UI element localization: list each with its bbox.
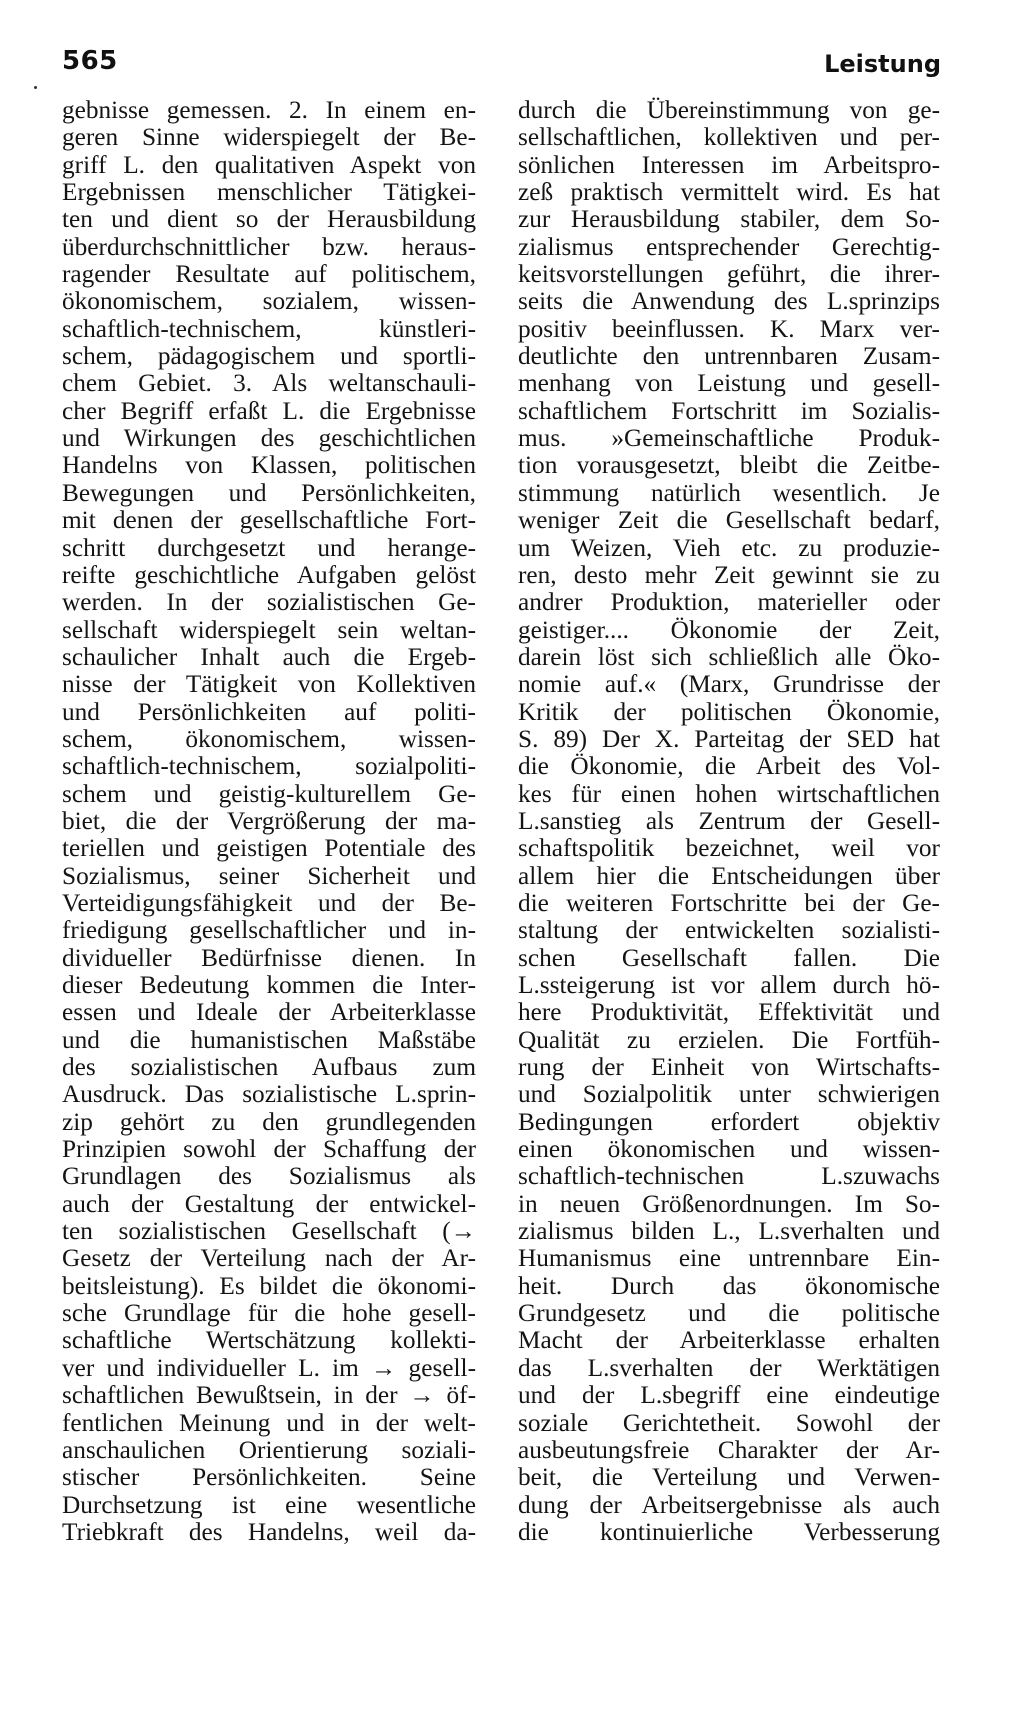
text-line: soziale Gerichtetheit. Sowohl der <box>518 1409 940 1437</box>
text-line: schaftlichem Fortschritt im Sozialis- <box>518 397 940 425</box>
text-line: beit, die Verteilung und Verwen- <box>518 1464 940 1492</box>
text-line: allem hier die Entscheidungen über <box>518 862 940 890</box>
text-line: mus. »Gemeinschaftliche Produk- <box>518 425 940 453</box>
text-line: schaftlich-technischen L.szuwachs <box>518 1163 940 1191</box>
text-line: auch der Gestaltung der entwickel- <box>62 1190 476 1218</box>
text-line: Bedingungen erfordert objektiv <box>518 1108 940 1136</box>
text-line: die Ökonomie, die Arbeit des Vol- <box>518 753 940 781</box>
text-line: fentlichen Meinung und in der welt- <box>62 1409 476 1437</box>
text-line: ten sozialistischen Gesellschaft (→ <box>62 1218 476 1246</box>
text-line: schen Gesellschaft fallen. Die <box>518 944 940 972</box>
text-line: schem und geistig-kulturellem Ge- <box>62 780 476 808</box>
text-line: stischer Persönlichkeiten. Seine <box>62 1464 476 1492</box>
text-line: here Produktivität, Effektivität und <box>518 999 940 1027</box>
text-line: ren, desto mehr Zeit gewinnt sie zu <box>518 561 940 589</box>
text-line: Verteidigungsfähigkeit und der Be- <box>62 889 476 917</box>
text-line: stimmung natürlich wesentlich. Je <box>518 479 940 507</box>
text-line: schem, ökonomischem, wissen- <box>62 725 476 753</box>
text-line: Prinzipien sowohl der Schaffung der <box>62 1136 476 1164</box>
text-line: ragender Resultate auf politischem, <box>62 261 476 289</box>
text-line: schaulicher Inhalt auch die Ergeb- <box>62 643 476 671</box>
text-line: darein löst sich schließlich alle Öko- <box>518 643 940 671</box>
text-line: gebnisse gemessen. 2. In einem en- <box>62 97 476 124</box>
text-line: L.ssteigerung ist vor allem durch hö- <box>518 972 940 999</box>
text-line: seits die Anwendung des L.sprinzips <box>518 288 940 316</box>
page-number: 565 <box>62 46 118 76</box>
text-line: zialismus entsprechender Gerechtig- <box>518 233 940 261</box>
text-line: essen und Ideale der Arbeiterklasse <box>62 999 476 1027</box>
text-line: um Weizen, Vieh etc. zu produzie- <box>518 534 940 562</box>
running-head: Leistung <box>824 50 941 78</box>
text-line: Ergebnissen menschlicher Tätigkei- <box>62 179 476 207</box>
text-line: keitsvorstellungen geführt, die ihrer- <box>518 261 940 289</box>
text-line: zip gehört zu den grundlegenden <box>62 1108 476 1136</box>
text-line: ökonomischem, sozialem, wissen- <box>62 288 476 316</box>
print-speck <box>34 86 37 89</box>
text-line: schaftlich-technischem, sozialpoliti- <box>62 753 476 781</box>
text-line: friedigung gesellschaftlicher und in- <box>62 917 476 945</box>
text-line: zeß praktisch vermittelt wird. Es hat <box>518 179 940 207</box>
text-line: Durchsetzung ist eine wesentliche <box>62 1491 476 1519</box>
text-line: Sozialismus, seiner Sicherheit und <box>62 862 476 890</box>
text-line: mit denen der gesellschaftliche Fort- <box>62 507 476 535</box>
text-line: rung der Einheit von Wirtschafts- <box>518 1054 940 1082</box>
text-line: Ausdruck. Das sozialistische L.sprin- <box>62 1081 476 1109</box>
text-line: kes für einen hohen wirtschaftlichen <box>518 780 940 808</box>
text-line: sche Grundlage für die hohe gesell- <box>62 1300 476 1328</box>
text-line: sönlichen Interessen im Arbeitspro- <box>518 151 940 179</box>
text-line: Handelns von Klassen, politischen <box>62 452 476 480</box>
text-line: schaftspolitik bezeichnet, weil vor <box>518 835 940 863</box>
text-line: S. 89) Der X. Parteitag der SED hat <box>518 725 940 753</box>
text-line: dieser Bedeutung kommen die Inter- <box>62 972 476 999</box>
text-line: Macht der Arbeiterklasse erhalten <box>518 1327 940 1355</box>
text-line: schritt durchgesetzt und herange- <box>62 534 476 562</box>
left-text-column <box>62 97 476 1546</box>
text-line: dividueller Bedürfnisse dienen. In <box>62 944 476 972</box>
text-line: schaftlichen Bewußtsein, in der → öf- <box>62 1382 476 1410</box>
text-line: menhang von Leistung und gesell- <box>518 370 940 398</box>
text-line: geistiger.... Ökonomie der Zeit, <box>518 616 940 644</box>
text-line: Grundlagen des Sozialismus als <box>62 1163 476 1191</box>
text-line: cher Begriff erfaßt L. die Ergebnisse <box>62 397 476 425</box>
text-line: des sozialistischen Aufbaus zum <box>62 1054 476 1082</box>
text-line: heit. Durch das ökonomische <box>518 1272 940 1300</box>
text-line: deutlichte den untrennbaren Zusam- <box>518 343 940 371</box>
text-line: chem Gebiet. 3. Als weltanschauli- <box>62 370 476 398</box>
text-line: Qualität zu erzielen. Die Fortfüh- <box>518 1026 940 1054</box>
text-line: ten und dient so der Herausbildung <box>62 206 476 234</box>
text-line: und der L.sbegriff eine eindeutige <box>518 1382 940 1410</box>
text-line: sellschaft widerspiegelt sein weltan- <box>62 616 476 644</box>
text-line: Grundgesetz und die politische <box>518 1300 940 1328</box>
text-line: Humanismus eine untrennbare Ein- <box>518 1245 940 1273</box>
text-line: geren Sinne widerspiegelt der Be- <box>62 124 476 152</box>
text-line: beitsleistung). Es bildet die ökonomi- <box>62 1272 476 1300</box>
text-line: ver und individueller L. im → gesell- <box>62 1354 476 1382</box>
text-line: durch die Übereinstimmung von ge- <box>518 97 940 124</box>
text-line: griff L. den qualitativen Aspekt von <box>62 151 476 179</box>
text-line: dung der Arbeitsergebnisse als auch <box>518 1491 940 1519</box>
text-line: zialismus bilden L., L.sverhalten und <box>518 1218 940 1246</box>
text-line: Kritik der politischen Ökonomie, <box>518 698 940 726</box>
text-line: teriellen und geistigen Potentiale des <box>62 835 476 863</box>
text-line: schaftlich-technischem, künstleri- <box>62 315 476 343</box>
text-line: sellschaftlichen, kollektiven und per- <box>518 124 940 152</box>
text-line: Triebkraft des Handelns, weil da- <box>62 1518 476 1546</box>
text-line: anschaulichen Orientierung soziali- <box>62 1436 476 1464</box>
text-line: biet, die der Vergrößerung der ma- <box>62 807 476 835</box>
text-line: Bewegungen und Persönlichkeiten, <box>62 479 476 507</box>
text-line: in neuen Größenordnungen. Im So- <box>518 1190 940 1218</box>
text-line: weniger Zeit die Gesellschaft bedarf, <box>518 507 940 535</box>
text-line: und Persönlichkeiten auf politi- <box>62 698 476 726</box>
text-line: L.sanstieg als Zentrum der Gesell- <box>518 807 940 835</box>
text-line: zur Herausbildung stabiler, dem So- <box>518 206 940 234</box>
text-line: die weiteren Fortschritte bei der Ge- <box>518 889 940 917</box>
text-line: die kontinuierliche Verbesserung <box>518 1518 940 1546</box>
text-line: und Wirkungen des geschichtlichen <box>62 425 476 453</box>
text-line: nomie auf.« (Marx, Grundrisse der <box>518 671 940 699</box>
text-line: schaftliche Wertschätzung kollekti- <box>62 1327 476 1355</box>
text-line: tion vorausgesetzt, bleibt die Zeitbe- <box>518 452 940 480</box>
text-line: reifte geschichtliche Aufgaben gelöst <box>62 561 476 589</box>
text-line: positiv beeinflussen. K. Marx ver- <box>518 315 940 343</box>
text-line: nisse der Tätigkeit von Kollektiven <box>62 671 476 699</box>
text-line: ausbeutungsfreie Charakter der Ar- <box>518 1436 940 1464</box>
text-line: und Sozialpolitik unter schwierigen <box>518 1081 940 1109</box>
text-line: das L.sverhalten der Werktätigen <box>518 1354 940 1382</box>
text-line: andrer Produktion, materieller oder <box>518 589 940 617</box>
text-line: einen ökonomischen und wissen- <box>518 1136 940 1164</box>
right-text-column <box>518 97 940 1546</box>
text-line: überdurchschnittlicher bzw. heraus- <box>62 233 476 261</box>
text-line: Gesetz der Verteilung nach der Ar- <box>62 1245 476 1273</box>
text-line: werden. In der sozialistischen Ge- <box>62 589 476 617</box>
text-line: und die humanistischen Maßstäbe <box>62 1026 476 1054</box>
text-line: staltung der entwickelten sozialisti- <box>518 917 940 945</box>
text-line: schem, pädagogischem und sportli- <box>62 343 476 371</box>
